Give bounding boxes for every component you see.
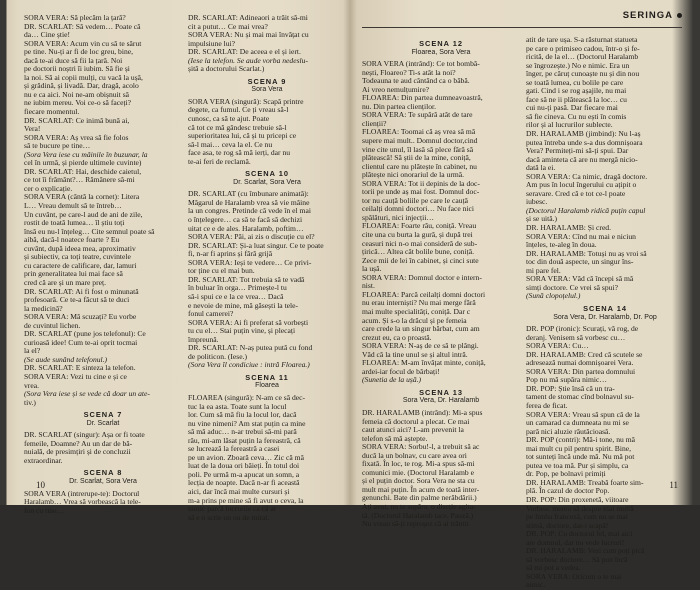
text-line: (Sora Vera iese cu mâinile în buzunar, la [24,149,148,159]
header-rule [362,27,682,28]
text-line: ducă la un bolnav, cu care avea ori [362,450,467,460]
text-line: aibă, dacă-l noatece foarte ? Eu [24,235,120,245]
text-line: dr. Pop, pe bolnavi primiți [526,469,606,479]
text-line: luat de la doua ori băieți. În totul doi [188,461,300,471]
text-line: nuială, de presimțiri și de concluzii [24,447,131,457]
text-line: și se uită.) [526,214,558,224]
text-line: SORA VERA: Văd că începi să mă [526,274,634,284]
text-line: face să ne ii plătească la loc… cu [526,94,627,104]
text-line: SORA VERA: Păi, ai zis o discuție cu el? [188,232,315,242]
text-line: acum. Și s-o la drăcul și pe femeia [362,315,467,325]
text-line: FLOAREA: Foarte rău, coniță. Vreau [362,221,477,231]
text-line: (Sora Vera iese și se vede că doar un ate- [24,389,150,399]
text-line: iubesc. [526,197,548,207]
text-line: nu erau interniști? Nu mai merge fără [362,298,476,308]
text-line: FLOAREA: Toomai că aș vrea să mă [362,127,476,137]
text-line: să-l mai… ceva la el. Ce nu [188,139,273,149]
text-line: face asa, te rog să mă ierți, dar nu [188,148,291,158]
text-line: clientul care nu plătește în cabinet, nu [362,161,477,171]
text-line: putea întreba unde s-a dus domnișoara [526,137,643,147]
text-line: (Sora Vera îl condiciue : intră Floarea.) [188,360,310,370]
text-line: femeia că doctorul a plecat. Ce mai [362,416,470,426]
text-line: tor ține cu el mai bun. [188,266,255,276]
text-line: la un congres. Pretinde că vede în el mai [188,206,311,216]
text-line: (Sunetia de la ușă.) [362,375,422,385]
header-title: SERINGA [622,10,673,21]
text-line: SORA VERA: Tot ii depinis de la doc- [362,178,480,188]
text-line: curioasă idee! Cum te-ai oprit tocmai [24,337,138,347]
text-line: SORA VERA: N-aș de ce să te plângi. [362,341,479,351]
text-line: o înțelegere… ca să te facă să dechizi [188,215,303,225]
text-line: pară nici aluzie răutăcioasă. [526,426,611,436]
text-line: SORA VERA: Vezi tu cine e și ce [24,371,127,381]
text-line: nimic. [526,580,546,590]
text-line: DR. HARALAMB (intrând): Mi-a spus [362,407,483,417]
text-line: plătească! Să știi de la mine, coniță, [362,153,471,163]
header-dot-icon [677,13,682,18]
text-line: pe limba franceză, cum nu se mai [526,512,628,522]
text-line: fiecare momentul. [24,107,80,117]
text-line: să vorbesc doctore… Să pun încă [526,554,628,564]
text-line: DR. HARALAMB: Treabă foarte sim- [526,477,644,487]
text-line: șită a doctorului Scarlat.) [188,64,265,74]
text-line: gati. Cind i se rog așajile, nu mai [526,86,627,96]
text-line: ceilalți domni doctori… Nu face nici [362,204,474,214]
text-line: SORA VERA: Vreau să spun că de la [526,409,640,419]
text-line: nist. [362,281,375,291]
right-column-1 [362,36,520,529]
text-line: să mă aduc… n-ar trebui să-mi pară [188,427,297,437]
text-line: crezut eu, ca o proastă. [362,332,432,342]
text-line: mi pare fel. [526,265,561,275]
text-line: de politicon. (Iese.) [188,351,248,361]
text-line: te-ai feri de reclamă. [188,156,251,166]
text-line: tor nu cauță boliile pe care le cauță [362,195,469,205]
text-line: și subiectiv, ca toți teatre, cuvintele [24,252,131,262]
text-line: și grădină, și livadă. Dar, dragă, acolo [24,81,139,91]
text-line: pe care o primiseo cadou, într-o și fe- [526,43,640,53]
text-line: de cuvintul lichen. [24,320,81,330]
text-line: DR. POP: Știe însă că un tra- [526,383,615,393]
text-line: la medicină? [24,303,63,313]
text-line: DR. SCARLAT: E sinteza la telefon. [24,363,136,373]
text-line: nești, Floareo? Ti-s atât la noi? [362,67,456,77]
text-line: L… Vreau demult să te întreb… [24,201,122,211]
text-line: (Doctorul Haralamb ridică puțin capul [526,205,646,215]
text-line: Vera! [24,124,41,134]
scene-cast: Dr. Scarlat, Sora Vera [69,477,137,485]
scene-cast: Sora Vera [251,86,283,94]
text-line: la noi. Să ai copii mulți, cu vacă la ușă, [24,72,143,82]
text-line: SORA VERA: Te supără atât de tare [362,110,473,120]
text-line: caut atunci aici? L-am prevenit la [362,425,464,435]
left-page [10,0,348,522]
text-line: atit de tare ușa. S-a răsturnat statueta [526,35,638,44]
text-line: SORA VERA (singură): Scapă printre [188,96,304,106]
text-line: dacă aminteta că are nu mergă nicio- [526,154,638,164]
text-line: ferea de ficat. [526,400,568,410]
text-line: telefon să mă aștepte. [362,433,428,443]
text-line: DR. SCARLAT: N-aș putea pută cu fond [188,343,313,353]
text-line: se toată lumea, cu bolile pe care [526,77,624,87]
text-line: cred că are și un mare preț. [24,277,107,287]
text-line: degete, ca fumul. Ce ți vreau să-l [188,105,289,115]
text-line: stimă, doctore, dar-i scapă! [526,520,609,530]
text-line: da… Cine știe! [24,30,70,40]
text-line: FLOAREA: Parcă ceilalți domni doctori [362,289,486,299]
text-line: la ușă. [362,264,382,274]
text-line: Văd că la tine unul se și altul intră. [362,349,468,359]
scene-heading: SCENA 11 [245,372,289,382]
text-line: dată la ei. [526,163,556,173]
text-line: mult mai puțin. În acum de toată inter- [362,484,480,494]
text-line: care crede la un singur bărbat, cum am [362,324,480,334]
text-line: DR. POP (ironic): Scurați, vă rog, de [526,324,639,334]
text-line: nimic parcă lucrurile ca că ar [188,504,277,514]
text-line: ceasuri nici n-o mai consideră de sub- [362,238,478,248]
text-line: impulsiune lui? [188,38,236,48]
text-line: genunchi. Bate din palme nerăbdării.) [362,493,477,503]
text-line: Nu vreau să-ți reproșez că ai trântit [362,519,469,529]
text-line: cit a putut… Ce mai vrea? [188,21,268,31]
text-line: extraordinar. [24,455,63,465]
text-line: prin generalitatea lui mai face să [24,269,123,279]
text-line: DR. POP: Cu doctorul fel, mai aici [526,529,633,539]
text-line: SORA VERA (intrerupe-te): Doctorul [24,488,140,498]
scene-cast: Floarea, Sora Vera [411,48,471,56]
text-line: la el? [24,346,41,356]
text-line: SORA VERA (intrând): Ce tot bombă- [362,59,480,69]
text-line: plă. În cazul de doctor Pop. [526,486,610,496]
text-line: SORA VERA: Ai fi preferat să vorbești [188,317,309,327]
text-line: mai multe specialități, coniță. Dar c [362,306,471,316]
text-line: să-i spui ce e la ce vrea… Dacă [188,291,284,301]
text-line: rostit de toată lumea… îl știu toți [24,218,125,228]
text-line: e nevoie de mine, mă găsești la tele- [188,300,299,310]
text-line: SORA VERA: Oricum o te mai [526,571,622,581]
text-line: să mi pot a vedea. [526,563,581,573]
text-line: cel în urmă, și pierde ultimele cuvinte) [24,158,142,168]
text-line: ricită, de la el… (Doctorul Haralamb [526,52,639,62]
scene-heading: SCENA 10 [245,169,289,179]
scene-heading: SCENA 13 [419,387,463,397]
text-line: împreună. [188,334,219,344]
text-line: Vorbesc mereu să despre mai multă [526,503,634,513]
text-line: (Iese la telefon. Se aude vorba nedeslu- [188,55,308,65]
text-line: lor. Cum să mă fiu la locul lor, dacă [188,410,297,420]
text-line: lecția de noapte. Dacă n-ar fi această [188,478,300,488]
text-line: Zece mii de lei în cabinet, și cinci sute [362,255,479,265]
text-line: tiv.) [24,397,36,407]
running-header [623,10,682,21]
text-line: nu vine nimeni? Am stat puțin ca mine [188,418,306,428]
text-line: SORA VERA: Aș vrea să fie folos [24,132,129,142]
text-line: pe doctorii noștri îi iubim. Să fie și [24,64,130,74]
text-line: plătește nici onorariul de la urmă. [362,170,465,180]
text-line: DR. HARALAMB: Vezi cum poți pică [526,546,645,556]
text-line: Vera? Permiteți-mi să-ți spui. Dar [526,146,629,156]
scene-cast: Sora Vera, Dr. Haralamb [402,397,480,405]
text-line: se lucrează la fereastră a casei [188,444,280,454]
text-line: deranj. Venisem să vorbesc cu… [526,332,626,342]
text-line: uitat ce e de ales. Haralamb, poftim… [188,223,304,233]
text-line: DR. SCARLAT: Ce inimă bună ai, [24,115,130,125]
text-line: femeile, Doamne? Au un dar de bă- [24,438,133,448]
text-line: înțeles, te-aleg în doua. [526,240,597,250]
text-line: comunici mie. (Doctorul Haralamb e [362,467,474,477]
text-line: supere mai mult.. Domnul doctor,cind [362,136,478,146]
text-line: SORA VERA: Să plecăm la țară? [24,13,126,22]
text-line: FLOAREA: Din partea dumneavoastră, [362,93,483,103]
text-line: nu e ca aici. Noi ne-am obișnuit să [24,89,130,99]
text-line: Todeauna te aud cântând ca o bâbă. [362,76,470,86]
text-line: SORA VERA: Mă scuzați? Eu vorbe [24,312,137,322]
text-line: DR. SCARLAT: De aceea e el și iert. [188,47,301,57]
text-line: DR. SCARLAT: Să vedem… Poate că [24,21,141,31]
text-line: adresează numai domnișoarei Vera. [526,358,634,368]
text-line: SORA VERA: Sorbu!-l, a trebuit să ac [362,442,480,452]
text-line: (Sună clopoțelul.) [526,291,581,301]
text-line: cunosc, ca să te ajut. Poate [188,114,270,124]
text-line: SORA VERA: Cînd nu mai e niciun [526,231,636,241]
text-line: SORA VERA: Acum vin cu să te sărut [24,38,142,48]
text-line: DR. SCARLAT: Și-a luat singur. Ce te poate [188,240,324,250]
scene-heading: SCENA 12 [419,39,463,48]
text-line: și el puțin doctor. Sora Vera ne sta cu [362,476,475,486]
text-line: FLOAREA (singură): N-am ce să dec- [188,392,306,402]
text-line: seravare. Cred că e tot ce-l poate [526,188,626,198]
text-line: să fie cineva. Cu nu ești în comis [526,111,627,121]
text-line: că tot ce mă gândesc trebuie să-l [188,122,287,132]
text-line: ardei-iar focul de bărbați! [362,366,440,376]
text-line: SORA VERA: Ca nimic, dragă doctore. [526,171,648,181]
text-line: se îngrozește.) No e nimic. Era un [526,60,630,70]
text-line: tament de stomac cînd bolnavul su- [526,392,634,402]
scene-cast: Dr. Scarlat, Sora Vera [233,178,301,186]
text-line: cui nu-ți pasă. Dar fiecare mai [526,103,618,113]
text-line: SORA VERA: Din partea domnului [526,366,636,376]
text-line: spălături, nici injecții… [362,212,434,222]
text-line: clienții? [362,118,387,128]
scene-heading: SCENA 9 [247,76,287,86]
text-line: SORA VERA: Ieși te vedere… Ce privi- [188,257,312,267]
text-line: cer o explicație. [24,183,73,193]
text-line: are domnul, dar nu vede lucruri! [526,537,625,547]
text-line: torii pe unde aș mai fost. Domnul doc- [362,187,480,197]
text-line: DR. SCARLAT: Adineaori a trăit să-mi [188,13,308,22]
text-line: tot sunteți încă unde mă. Nu mă pot [526,452,635,462]
text-line: DR. SCARLAT: Tot trebuia să te vadă [188,274,305,284]
text-line: (Se aude sunând telefonul.) [24,354,108,364]
text-line: nu. Din partea clienților. [362,101,437,111]
scene-heading: SCENA 8 [83,468,123,478]
text-line: cuvânt, după ideea mea, aproximativ [24,243,136,253]
text-line: SORA VERA: Cu… [526,341,589,351]
text-line: pe un avion. Zboară ceva… Zic că mă [188,452,304,462]
text-line: DR. POP: Din proxenetă, viitoare [526,494,629,504]
text-line: DR. HARALAMB (jimbind): Nu l-aș [526,129,641,139]
text-line: DR. SCARLAT (cu îmbunare animată): [188,189,309,199]
text-line: profesoară. Ce te-a făcut să te duci [24,295,130,305]
text-line: Ați avut, nu te supăra, o discție agita- [362,501,476,511]
text-line: să e o scrie un ou de mirat. [188,512,270,522]
text-line: vine cite unul, îl lasă să plece fără să [362,144,474,154]
text-line: Am pus în locul îngerului cu ațipit o [526,180,637,190]
text-line: însă eu nu-l înțeleg… Cite semnul poate să [24,226,155,236]
scene-heading: SCENA 14 [583,303,627,313]
text-line: aici, dar încă mai multe cursuri și [188,486,290,496]
right-page [356,0,690,590]
scene-cast: Sora Vera, Dr. Haralamb, Dr. Pop [553,313,657,321]
text-line: DR. HARALAMB: Totuși nu aș vroi să [526,248,647,258]
page-number-left: 10 [36,480,45,490]
text-line: să te bucure pe tine… [24,141,91,151]
text-line: înger, pe căruț cunoaște nu și din nou [526,69,640,79]
text-line: Măgarul de Haralamb vrea să vie mâine [188,197,310,207]
text-line: dacă te-ai duce să fii la țară. Noi [24,55,123,65]
text-line: Haralamb… Vrea să vorbească la tele- [24,497,141,507]
text-line: fi, n-ar fi aprins și fără grijă [188,249,273,259]
text-line: în buluar în orga… Primește-l tu [188,283,287,293]
text-line: DR. SCARLAT: Ai fi fost o minunată [24,286,139,296]
page-number-right: 11 [669,480,678,490]
text-line: cite una cu burta la gură, și după trei [362,230,473,240]
text-line: superioritatea lui, că și tu pricepi ce [188,131,297,141]
text-line: tu cu el… Stai puțin vine, și plecați [188,326,296,336]
text-line: DR. POP (contri): Mă-i tone, nu mă [526,435,635,445]
scene-heading: SCENA 7 [83,410,123,420]
text-line: tă. (Doctorul Haralamb tace. Pauză.) [362,510,474,520]
text-line: FLOAREA: M-am învățat minte, coniță, [362,358,486,368]
left-column-2 [188,13,346,522]
text-line: SORA VERA: Nu și mai mai învățat cu [188,30,309,40]
text-line: ce tot îi frământ?… Rămânere să-mi [24,175,135,185]
text-line: rilor și al lucrurilor sublecte. [526,120,613,130]
text-line: DR. HARALAMB: Cred că scutele se [526,349,643,359]
text-line: vrea. [24,380,39,390]
text-line: tuc la ea asta. Toate sunt la locul [188,401,287,411]
text-line: un camarad ca dumneata nu mi se [526,418,629,428]
text-line: poli. Pe urmă m-a apucat un somn, a [188,469,300,479]
scene-cast: Dr. Scarlat [86,419,120,427]
scene-cast: Floarea [255,382,279,390]
text-line: simți doctore. Ce vrei să spui? [526,282,618,292]
text-line: DR. HARALAMB: Și cred. [526,223,612,233]
text-line: ne iubim mereu. Voi ce-o să faceți? [24,98,132,108]
text-line: SORA VERA: Domnul doctor e intern- [362,272,482,282]
text-line: toc din două aspecte, un singur îns- [526,257,634,267]
text-line: putea ve toa mă. Pur și simplu, ca [526,460,629,470]
text-line: DR. SCARLAT (singur): Așa or fi toate [24,430,145,440]
text-line: Pop nu mă supăra nimic… [526,375,607,385]
text-line: fon cu tine… [24,505,65,515]
text-line: m-a prins pe mine să fi avut o ceva, la [188,495,304,505]
text-line: SORA VERA (cântă la cornet): Litera [24,192,140,202]
text-line: Un cuvânt, pe care-l aud de ani de zile, [24,209,143,219]
text-line: fonul camerei? [188,309,234,319]
text-line: DR. SCARLAT (pune jos telefonul): Ce [24,329,146,339]
text-line: Ai vreo nemulțumire? [362,84,430,94]
text-line: rău, mi-am lăsat puțin la fereastră, că [188,435,301,445]
text-line: DR. SCARLAT: Hai, deschide caietul, [24,166,142,176]
text-line: mai mult cu pil pentru spirit. Bine, [526,443,632,453]
text-line: pe tine. Nu-ți ar fi de loc greu, bine, [24,47,134,57]
text-line: fixată. În loc, te rog. Mi-a spus să-mi [362,459,475,469]
text-line: țirică… Altea cât bolile bune, coniță. [362,247,474,257]
text-line: cu caractere de calificare, dar, lamuri [24,260,137,270]
